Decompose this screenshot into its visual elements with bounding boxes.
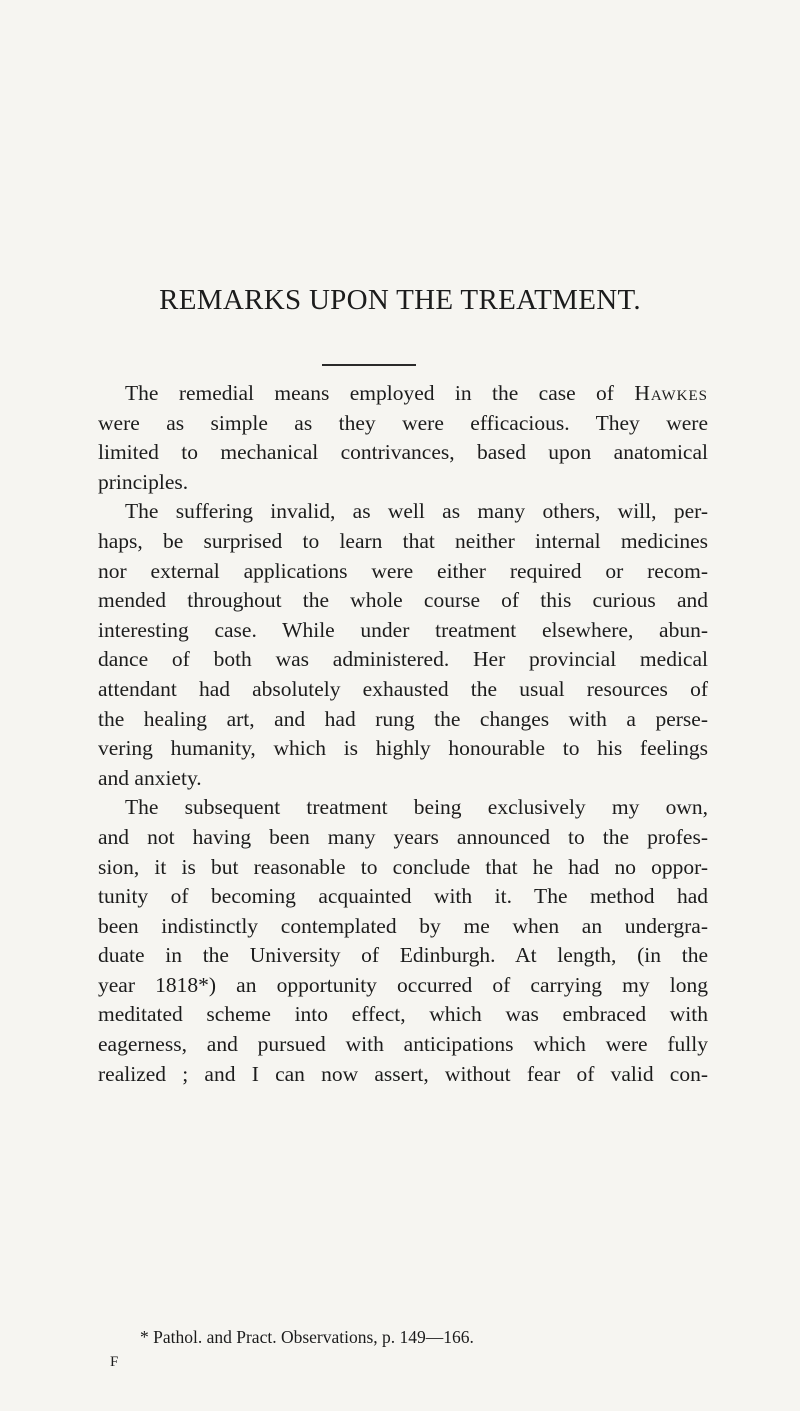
text-line: interesting case. While under treatment elsewhere, abun- — [98, 617, 708, 642]
text-line: year 1818*) an opportunity occurred of carrying my long — [98, 972, 708, 997]
text-line: and anxiety. — [98, 765, 202, 790]
footnote: * Pathol. and Pract. Observations, p. 149—166. — [140, 1327, 474, 1347]
text-line: and not having been many years announced to the profes- — [98, 824, 708, 849]
patient-name: Hawkes — [634, 381, 708, 405]
text-line: haps, be surprised to learn that neither internal medicines — [98, 528, 708, 553]
text-line: been indistinctly contemplated by me when an undergra- — [98, 913, 708, 938]
text-line: attendant had absolutely exhausted the usual resources of — [98, 676, 708, 701]
text-line: realized ; and I can now assert, without fear of valid con- — [98, 1061, 708, 1086]
paragraph-2 — [98, 497, 708, 793]
text-line: principles. — [98, 469, 189, 494]
page-title: REMARKS UPON THE TREATMENT. — [159, 284, 641, 316]
text-line: the healing art, and had rung the changes with a perse- — [98, 706, 708, 731]
text-line: meditated scheme into effect, which was embraced with — [98, 1002, 708, 1027]
text-line: mended throughout the whole course of this curious and — [98, 588, 708, 613]
text-line: tunity of becoming acquainted with it. The method had — [98, 884, 708, 909]
text-line: duate in the University of Edinburgh. At length, (in the — [98, 943, 708, 968]
title-rule — [322, 364, 416, 366]
text-line: The suffering invalid, as well as many others, will, per- — [125, 499, 708, 524]
text-line: limited to mechanical contrivances, based upon anatomical — [98, 440, 708, 465]
text-line: eagerness, and pursued with anticipations which were fully — [98, 1032, 708, 1057]
text-line: dance of both was administered. Her provincial medical — [98, 647, 708, 672]
text-line: The remedial means employed in the case of Hawkes — [125, 381, 708, 405]
paragraph-1 — [98, 379, 708, 497]
text-line: sion, it is but reasonable to conclude that he had no oppor- — [98, 854, 708, 879]
text-line: The subsequent treatment being exclusively my own, — [125, 795, 708, 820]
paragraph-3 — [98, 793, 708, 1089]
text-line: nor external applications were either required or recom- — [98, 558, 708, 583]
text-line: vering humanity, which is highly honourable to his feelings — [98, 736, 708, 761]
signature-mark: F — [110, 1354, 119, 1370]
text-line: were as simple as they were efficacious. They were — [98, 410, 708, 435]
body-text — [98, 379, 708, 1089]
